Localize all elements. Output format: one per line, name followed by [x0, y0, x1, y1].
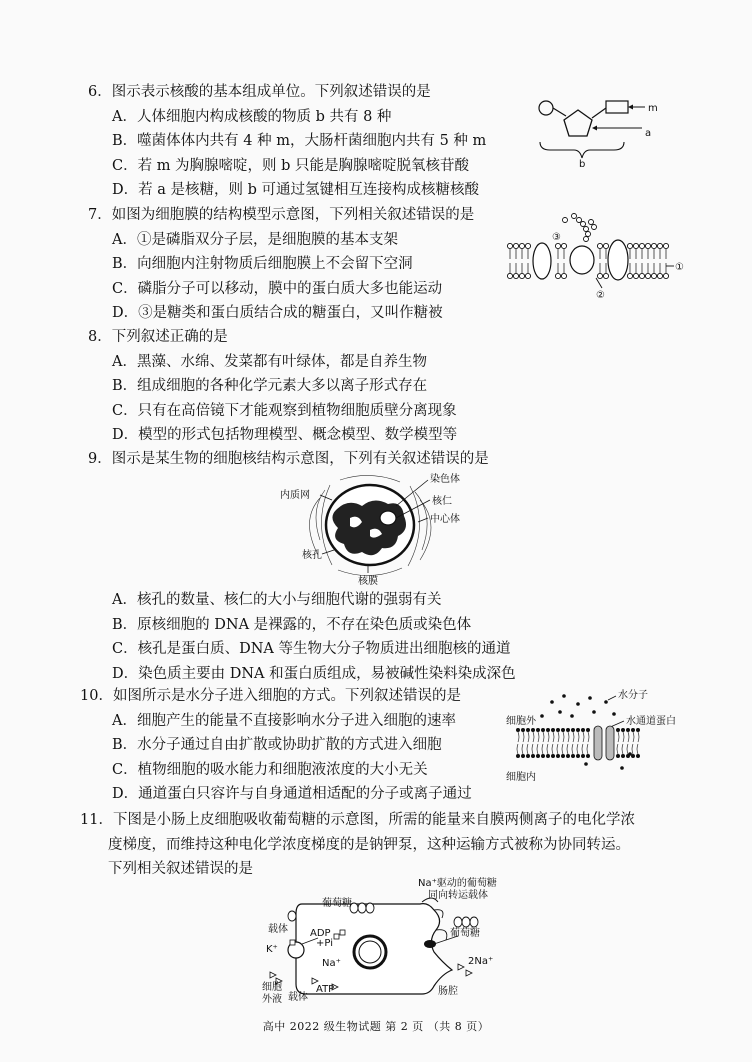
label-cotransporter-1: Na⁺驱动的葡萄糖 — [418, 878, 497, 889]
option-b: B．组成细胞的各种化学元素大多以离子形式存在 — [112, 378, 428, 394]
label-carrier: 载体 — [268, 924, 288, 935]
option-a: A．①是磷脂双分子层，是细胞膜的基本支架 — [112, 231, 398, 248]
label-pi: +Pi — [316, 938, 333, 949]
label-2na: 2Na⁺ — [468, 956, 494, 967]
option-d: D．③是糖类和蛋白质结合成的糖蛋白，又叫作糖被 — [112, 305, 443, 321]
lipid-bilayer — [516, 728, 640, 758]
label-1: ① — [675, 262, 684, 273]
label-nucleolus: 核仁 — [432, 496, 452, 507]
label-inside: 细胞内 — [506, 772, 536, 783]
channel-protein — [594, 726, 602, 760]
sugar-chain — [563, 214, 597, 242]
label-envelope: 核膜 — [358, 576, 378, 587]
label-chromosome: 染色体 — [430, 474, 460, 485]
option-a: A．黑藻、水绵、发菜都有叶绿体，都是自养生物 — [112, 353, 427, 370]
option-c: C．磷脂分子可以移动，膜中的蛋白质大多也能运动 — [112, 280, 443, 297]
nucleolus — [380, 511, 396, 525]
label-extracellular-1: 细胞 — [262, 982, 282, 993]
label-cotransporter-2: 同向转运载体 — [428, 890, 488, 901]
label-glucose-top: 葡萄糖 — [322, 898, 352, 909]
label-b: b — [579, 159, 586, 168]
membrane-figure — [500, 208, 690, 300]
question-10 — [80, 684, 472, 807]
label-na: Na⁺ — [322, 958, 341, 969]
question-11 — [80, 808, 635, 882]
question-stem: 8．下列叙述正确的是 — [88, 329, 228, 345]
question-7 — [88, 203, 474, 326]
question-continuation: 下列相关叙述错误的是 — [108, 861, 253, 877]
intestine-figure — [262, 874, 512, 1004]
question-stem: 6．图示表示核酸的基本组成单位。下列叙述错误的是 — [88, 84, 431, 100]
question-stem: 10．如图所示是水分子进入细胞的方式。下列叙述错误的是 — [80, 688, 461, 704]
question-9-options — [88, 588, 516, 686]
option-c: C．若 m 为胸腺嘧啶，则 b 只能是胸腺嘧啶脱氧核苷酸 — [112, 157, 470, 174]
question-6 — [88, 80, 486, 203]
label-3: ③ — [552, 232, 561, 243]
label-channel: 水通道蛋白 — [626, 716, 676, 727]
option-d: D．若 a 是核糖，则 b 可通过氢键相互连接构成核糖核酸 — [112, 182, 479, 198]
option-a: A．核孔的数量、核仁的大小与细胞代谢的强弱有关 — [112, 592, 442, 608]
option-c: C．只有在高倍镜下才能观察到植物细胞质壁分离现象 — [112, 402, 457, 419]
option-c: C．核孔是蛋白质、DNA 等生物大分子物质进出细胞核的通道 — [112, 641, 511, 657]
option-d: D．模型的形式包括物理模型、概念模型、数学模型等 — [112, 427, 458, 443]
nucleotide-figure — [530, 88, 670, 168]
option-d: D．通道蛋白只容许与自身通道相适配的分子或离子通过 — [112, 786, 472, 802]
membrane-protein — [570, 246, 594, 274]
label-m: m — [648, 103, 658, 114]
option-a: A．人体细胞内构成核酸的物质 b 共有 8 种 — [112, 108, 392, 125]
question-continuation: 度梯度，而维持这种电化学浓度梯度的是钠钾泵，这种运输方式被称为协同转运。 — [108, 836, 630, 853]
label-er: 内质网 — [280, 490, 310, 501]
label-lumen: 肠腔 — [438, 986, 458, 997]
question-stem: 9．图示是某生物的细胞核结构示意图，下列有关叙述错误的是 — [88, 451, 489, 467]
label-a: a — [645, 128, 652, 139]
label-carrier-bottom: 载体 — [288, 992, 308, 1003]
question-stem: 11．下图是小肠上皮细胞吸收葡萄糖的示意图，所需的能量来自膜两侧离子的电化学浓 — [80, 812, 635, 828]
label-outside: 细胞外 — [506, 716, 536, 727]
option-b: B．原核细胞的 DNA 是裸露的，不存在染色质或染色体 — [112, 616, 472, 633]
question-9 — [88, 447, 489, 472]
label-k: K⁺ — [266, 944, 278, 955]
question-8 — [88, 325, 457, 448]
label-atp: ATP — [316, 984, 335, 995]
label-glucose-right: 葡萄糖 — [450, 928, 480, 939]
label-adp: ADP — [310, 928, 331, 939]
membrane-protein — [608, 240, 628, 280]
option-b: B．噬菌体体内共有 4 种 m，大肠杆菌细胞内共有 5 种 m — [112, 133, 487, 149]
option-b: B．向细胞内注射物质后细胞膜上不会留下空洞 — [112, 256, 413, 272]
nucleus-figure — [270, 470, 490, 588]
label-2: ② — [596, 290, 605, 300]
option-b: B．水分子通过自由扩散或协助扩散的方式进入细胞 — [112, 737, 442, 753]
label-water: 水分子 — [618, 690, 648, 701]
question-stem: 7．如图为细胞膜的结构模型示意图，下列相关叙述错误的是 — [88, 207, 475, 223]
option-a: A．细胞产生的能量不直接影响水分子进入细胞的速率 — [112, 712, 456, 729]
water-channel-figure — [502, 688, 702, 788]
page-footer: 高中 2022 级生物试题 第 2 页 （共 8 页） — [262, 1020, 490, 1033]
label-centrosome: 中心体 — [430, 514, 460, 525]
label-extracellular-2: 外液 — [262, 994, 282, 1004]
channel-protein — [606, 726, 614, 760]
option-d: D．染色质主要由 DNA 和蛋白质组成，易被碱性染料染成深色 — [112, 665, 516, 682]
label-pore: 核孔 — [302, 550, 322, 561]
membrane-protein — [533, 243, 551, 279]
option-c: C．植物细胞的吸水能力和细胞液浓度的大小无关 — [112, 761, 428, 778]
